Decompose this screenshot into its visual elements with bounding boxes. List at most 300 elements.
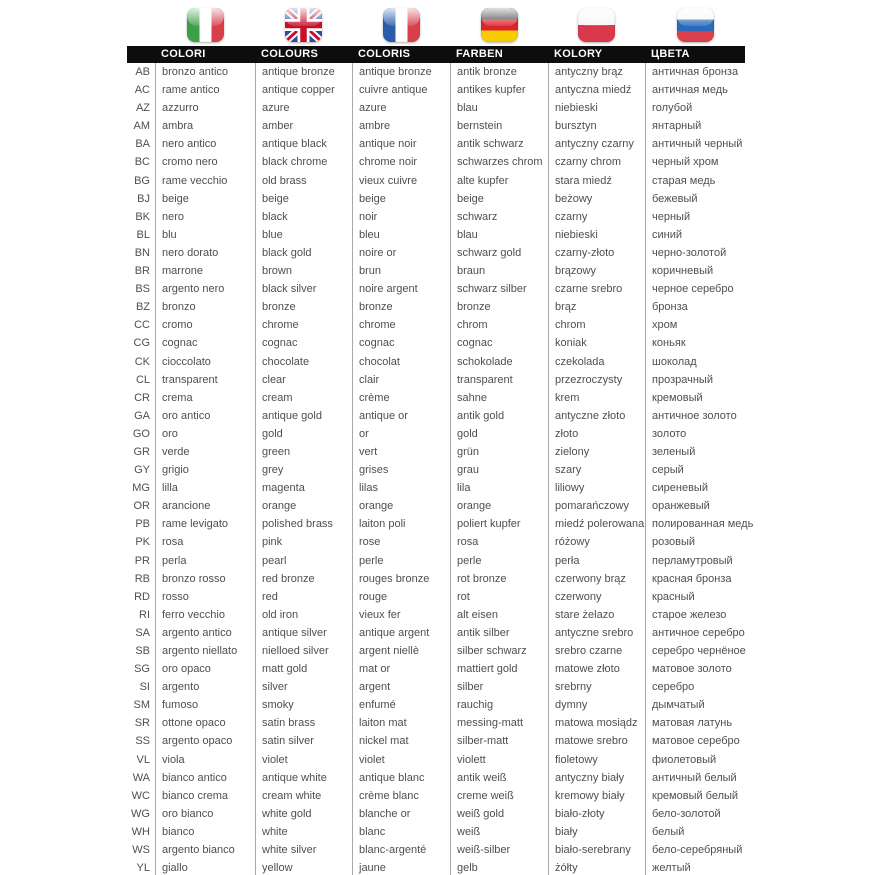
fr-translation-cell: nickel mat xyxy=(352,732,450,750)
de-translation-cell: messing-matt xyxy=(450,714,548,732)
code-cell: SA xyxy=(135,626,150,639)
de-translation-cell: rot bronze xyxy=(450,570,548,588)
ru-translation-cell: желтый xyxy=(645,859,745,875)
table-row xyxy=(127,443,745,461)
fr-translation-cell: mat or xyxy=(352,660,450,678)
pl-translation-cell: niebieski xyxy=(548,226,645,244)
en-translation-cell: bronze xyxy=(255,298,352,316)
code-cell: SS xyxy=(135,735,150,748)
pl-translation-cell: czerwony brąz xyxy=(548,570,645,588)
de-translation-cell: mattiert gold xyxy=(450,660,548,678)
code-cell: MG xyxy=(132,482,150,495)
de-translation-cell: alt eisen xyxy=(450,606,548,624)
pl-translation-cell: srebrny xyxy=(548,678,645,696)
table-row xyxy=(127,787,745,805)
pl-translation-cell: kremowy biały xyxy=(548,787,645,805)
it-translation-cell: ambra xyxy=(155,117,255,135)
table-row xyxy=(127,353,745,371)
it-translation-cell: oro antico xyxy=(155,407,255,425)
ru-translation-cell: голубой xyxy=(645,99,745,117)
it-translation-cell: perla xyxy=(155,552,255,570)
table-row xyxy=(127,624,745,642)
en-translation-cell: chocolate xyxy=(255,353,352,371)
flags-row xyxy=(127,8,745,44)
code-cell: WA xyxy=(132,771,150,784)
table-row xyxy=(127,371,745,389)
it-translation-cell: nero antico xyxy=(155,135,255,153)
table-row xyxy=(127,769,745,787)
ru-translation-cell: розовый xyxy=(645,533,745,551)
pl-translation-cell: biały xyxy=(548,823,645,841)
header-coloris: COLORIS xyxy=(358,48,411,60)
pl-translation-cell: beżowy xyxy=(548,190,645,208)
en-translation-cell: clear xyxy=(255,371,352,389)
fr-translation-cell: antique or xyxy=(352,407,450,425)
table-row xyxy=(127,208,745,226)
italy-flag-icon xyxy=(187,8,224,42)
it-translation-cell: argento xyxy=(155,678,255,696)
ru-translation-cell: коньяк xyxy=(645,334,745,352)
pl-translation-cell: koniak xyxy=(548,334,645,352)
pl-translation-cell: szary xyxy=(548,461,645,479)
it-translation-cell: cognac xyxy=(155,334,255,352)
de-translation-cell: orange xyxy=(450,497,548,515)
en-translation-cell: orange xyxy=(255,497,352,515)
fr-translation-cell: clair xyxy=(352,371,450,389)
de-translation-cell: schokolade xyxy=(450,353,548,371)
de-translation-cell: silber-matt xyxy=(450,732,548,750)
table-row xyxy=(127,117,745,135)
pl-translation-cell: liliowy xyxy=(548,479,645,497)
de-translation-cell: schwarzes chrom xyxy=(450,153,548,171)
it-translation-cell: oro bianco xyxy=(155,805,255,823)
de-translation-cell: antik silber xyxy=(450,624,548,642)
it-translation-cell: bianco crema xyxy=(155,787,255,805)
ru-translation-cell: оранжевый xyxy=(645,497,745,515)
it-translation-cell: ottone opaco xyxy=(155,714,255,732)
it-translation-cell: grigio xyxy=(155,461,255,479)
it-translation-cell: verde xyxy=(155,443,255,461)
pl-translation-cell: antyczne srebro xyxy=(548,624,645,642)
table-row xyxy=(127,678,745,696)
code-cell: AZ xyxy=(135,102,150,115)
code-cell: CL xyxy=(135,373,150,386)
pl-translation-cell: bursztyn xyxy=(548,117,645,135)
en-translation-cell: antique bronze xyxy=(255,63,352,81)
ru-translation-cell: античная медь xyxy=(645,81,745,99)
pl-translation-cell: antyczny brąz xyxy=(548,63,645,81)
table-row xyxy=(127,841,745,859)
pl-translation-cell: perła xyxy=(548,552,645,570)
it-translation-cell: rosa xyxy=(155,533,255,551)
de-translation-cell: weiß-silber xyxy=(450,841,548,859)
en-translation-cell: white silver xyxy=(255,841,352,859)
poland-flag-icon xyxy=(578,8,615,42)
fr-translation-cell: cognac xyxy=(352,334,450,352)
de-translation-cell: poliert kupfer xyxy=(450,515,548,533)
table-row xyxy=(127,81,745,99)
code-cell: GO xyxy=(132,427,150,440)
fr-translation-cell: chocolat xyxy=(352,353,450,371)
ru-translation-cell: черное серебро xyxy=(645,280,745,298)
en-translation-cell: satin silver xyxy=(255,732,352,750)
ru-translation-cell: хром xyxy=(645,316,745,334)
pl-translation-cell: brązowy xyxy=(548,262,645,280)
en-translation-cell: old iron xyxy=(255,606,352,624)
en-translation-cell: black silver xyxy=(255,280,352,298)
code-cell: GA xyxy=(134,409,150,422)
ru-translation-cell: полированная медь xyxy=(645,515,745,533)
it-translation-cell: fumoso xyxy=(155,696,255,714)
ru-translation-cell: бежевый xyxy=(645,190,745,208)
pl-translation-cell: chrom xyxy=(548,316,645,334)
fr-translation-cell: antique noir xyxy=(352,135,450,153)
de-translation-cell: blau xyxy=(450,226,548,244)
ru-translation-cell: янтарный xyxy=(645,117,745,135)
fr-translation-cell: vert xyxy=(352,443,450,461)
ru-translation-cell: сиреневый xyxy=(645,479,745,497)
fr-translation-cell: brun xyxy=(352,262,450,280)
table-row xyxy=(127,425,745,443)
code-cell: PR xyxy=(134,554,150,567)
pl-translation-cell: zielony xyxy=(548,443,645,461)
table-row xyxy=(127,153,745,171)
de-translation-cell: rosa xyxy=(450,533,548,551)
table-row xyxy=(127,389,745,407)
de-translation-cell: violett xyxy=(450,751,548,769)
fr-translation-cell: argent xyxy=(352,678,450,696)
it-translation-cell: lilla xyxy=(155,479,255,497)
header-cveta: ЦВЕТА xyxy=(651,48,690,60)
de-translation-cell: rot xyxy=(450,588,548,606)
code-cell: PK xyxy=(135,536,150,549)
en-translation-cell: brown xyxy=(255,262,352,280)
en-translation-cell: smoky xyxy=(255,696,352,714)
it-translation-cell: rame vecchio xyxy=(155,172,255,190)
de-translation-cell: antik schwarz xyxy=(450,135,548,153)
code-cell: WC xyxy=(131,789,150,802)
code-cell: GY xyxy=(134,464,150,477)
it-translation-cell: beige xyxy=(155,190,255,208)
table-row xyxy=(127,732,745,750)
it-translation-cell: bronzo antico xyxy=(155,63,255,81)
pl-translation-cell: czarny chrom xyxy=(548,153,645,171)
pl-translation-cell: biało-serebrany xyxy=(548,841,645,859)
it-translation-cell: nero xyxy=(155,208,255,226)
it-translation-cell: argento antico xyxy=(155,624,255,642)
fr-translation-cell: enfumé xyxy=(352,696,450,714)
ru-translation-cell: античная бронза xyxy=(645,63,745,81)
en-translation-cell: azure xyxy=(255,99,352,117)
code-cell: YL xyxy=(136,862,150,875)
table-row xyxy=(127,570,745,588)
code-cell: WS xyxy=(132,844,150,857)
ru-translation-cell: серебро xyxy=(645,678,745,696)
it-translation-cell: bianco xyxy=(155,823,255,841)
ru-translation-cell: серый xyxy=(645,461,745,479)
ru-translation-cell: античное золото xyxy=(645,407,745,425)
en-translation-cell: magenta xyxy=(255,479,352,497)
code-cell: VL xyxy=(136,753,150,766)
en-translation-cell: yellow xyxy=(255,859,352,875)
ru-translation-cell: перламутровый xyxy=(645,552,745,570)
color-table-sheet xyxy=(127,8,754,875)
table-row xyxy=(127,823,745,841)
en-translation-cell: black gold xyxy=(255,244,352,262)
fr-translation-cell: blanc-argenté xyxy=(352,841,450,859)
pl-translation-cell: przezroczysty xyxy=(548,371,645,389)
en-translation-cell: black chrome xyxy=(255,153,352,171)
pl-translation-cell: antyczna miedź xyxy=(548,81,645,99)
table-row xyxy=(127,859,745,875)
it-translation-cell: viola xyxy=(155,751,255,769)
ru-translation-cell: античный черный xyxy=(645,135,745,153)
ru-translation-cell: матовая латунь xyxy=(645,714,745,732)
it-translation-cell: oro xyxy=(155,425,255,443)
pl-translation-cell: pomarańczowy xyxy=(548,497,645,515)
ru-translation-cell: зеленый xyxy=(645,443,745,461)
de-translation-cell: sahne xyxy=(450,389,548,407)
table-row xyxy=(127,479,745,497)
code-cell: CG xyxy=(133,337,150,350)
ru-translation-cell: дымчатый xyxy=(645,696,745,714)
de-translation-cell: creme weiß xyxy=(450,787,548,805)
ru-translation-cell: бело-золотой xyxy=(645,805,745,823)
fr-translation-cell: rouge xyxy=(352,588,450,606)
en-translation-cell: blue xyxy=(255,226,352,244)
it-translation-cell: cioccolato xyxy=(155,353,255,371)
de-translation-cell: lila xyxy=(450,479,548,497)
de-translation-cell: perle xyxy=(450,552,548,570)
code-cell: SI xyxy=(139,681,150,694)
code-cell: CC xyxy=(134,319,150,332)
fr-translation-cell: ambre xyxy=(352,117,450,135)
pl-translation-cell: niebieski xyxy=(548,99,645,117)
it-translation-cell: argento bianco xyxy=(155,841,255,859)
en-translation-cell: antique silver xyxy=(255,624,352,642)
fr-translation-cell: vieux fer xyxy=(352,606,450,624)
pl-translation-cell: matowe złoto xyxy=(548,660,645,678)
code-cell: GR xyxy=(133,445,150,458)
pl-translation-cell: miedź polerowana xyxy=(548,515,645,533)
code-cell: BZ xyxy=(135,301,150,314)
ru-translation-cell: старая медь xyxy=(645,172,745,190)
code-cell: SG xyxy=(134,663,150,676)
fr-translation-cell: beige xyxy=(352,190,450,208)
en-translation-cell: pearl xyxy=(255,552,352,570)
table-row xyxy=(127,298,745,316)
russia-flag-icon xyxy=(677,8,714,42)
fr-translation-cell: orange xyxy=(352,497,450,515)
ru-translation-cell: синий xyxy=(645,226,745,244)
table-row xyxy=(127,497,745,515)
en-translation-cell: nielloed silver xyxy=(255,642,352,660)
fr-translation-cell: chrome noir xyxy=(352,153,450,171)
pl-translation-cell: dymny xyxy=(548,696,645,714)
it-translation-cell: bronzo rosso xyxy=(155,570,255,588)
code-cell: OR xyxy=(133,500,150,513)
code-cell: BR xyxy=(134,265,150,278)
en-translation-cell: cream white xyxy=(255,787,352,805)
it-translation-cell: crema xyxy=(155,389,255,407)
pl-translation-cell: czarny xyxy=(548,208,645,226)
de-translation-cell: alte kupfer xyxy=(450,172,548,190)
it-translation-cell: rame antico xyxy=(155,81,255,99)
ru-translation-cell: кремовый xyxy=(645,389,745,407)
code-cell: RI xyxy=(139,608,150,621)
ru-translation-cell: старое железо xyxy=(645,606,745,624)
pl-translation-cell: czarny-złoto xyxy=(548,244,645,262)
fr-translation-cell: laiton mat xyxy=(352,714,450,732)
fr-translation-cell: or xyxy=(352,425,450,443)
fr-translation-cell: bleu xyxy=(352,226,450,244)
it-translation-cell: bronzo xyxy=(155,298,255,316)
fr-translation-cell: perle xyxy=(352,552,450,570)
fr-translation-cell: crème blanc xyxy=(352,787,450,805)
de-translation-cell: schwarz gold xyxy=(450,244,548,262)
code-cell: CR xyxy=(134,391,150,404)
table-row xyxy=(127,226,745,244)
en-translation-cell: red bronze xyxy=(255,570,352,588)
it-translation-cell: transparent xyxy=(155,371,255,389)
fr-translation-cell: noire argent xyxy=(352,280,450,298)
fr-translation-cell: laiton poli xyxy=(352,515,450,533)
it-translation-cell: argento nero xyxy=(155,280,255,298)
table-row xyxy=(127,606,745,624)
code-cell: AB xyxy=(135,66,150,78)
de-translation-cell: bernstein xyxy=(450,117,548,135)
it-translation-cell: marrone xyxy=(155,262,255,280)
color-table-body xyxy=(127,63,754,875)
table-row xyxy=(127,751,745,769)
de-translation-cell: antikes kupfer xyxy=(450,81,548,99)
table-row xyxy=(127,533,745,551)
ru-translation-cell: античный белый xyxy=(645,769,745,787)
de-translation-cell: braun xyxy=(450,262,548,280)
en-translation-cell: black xyxy=(255,208,352,226)
en-translation-cell: matt gold xyxy=(255,660,352,678)
table-row xyxy=(127,461,745,479)
fr-translation-cell: azure xyxy=(352,99,450,117)
table-row xyxy=(127,552,745,570)
ru-translation-cell: античное серебро xyxy=(645,624,745,642)
fr-translation-cell: jaune xyxy=(352,859,450,875)
fr-translation-cell: crème xyxy=(352,389,450,407)
ru-translation-cell: коричневый xyxy=(645,262,745,280)
de-translation-cell: silber schwarz xyxy=(450,642,548,660)
de-translation-cell: silber xyxy=(450,678,548,696)
table-row xyxy=(127,190,745,208)
fr-translation-cell: antique blanc xyxy=(352,769,450,787)
ru-translation-cell: золото xyxy=(645,425,745,443)
fr-translation-cell: grises xyxy=(352,461,450,479)
table-row xyxy=(127,696,745,714)
table-row xyxy=(127,515,754,533)
pl-translation-cell: fioletowy xyxy=(548,751,645,769)
ru-translation-cell: красный xyxy=(645,588,745,606)
en-translation-cell: red xyxy=(255,588,352,606)
de-translation-cell: cognac xyxy=(450,334,548,352)
en-translation-cell: gold xyxy=(255,425,352,443)
fr-translation-cell: rouges bronze xyxy=(352,570,450,588)
table-row xyxy=(127,714,745,732)
pl-translation-cell: brąz xyxy=(548,298,645,316)
fr-translation-cell: blanche or xyxy=(352,805,450,823)
code-cell: BA xyxy=(135,138,150,151)
code-cell: SM xyxy=(133,699,150,712)
de-translation-cell: weiß gold xyxy=(450,805,548,823)
code-cell: BK xyxy=(135,210,150,223)
pl-translation-cell: antyczny czarny xyxy=(548,135,645,153)
code-cell: BS xyxy=(135,283,150,296)
table-row xyxy=(127,63,745,81)
en-translation-cell: amber xyxy=(255,117,352,135)
en-translation-cell: violet xyxy=(255,751,352,769)
ru-translation-cell: матовое золото xyxy=(645,660,745,678)
fr-translation-cell: chrome xyxy=(352,316,450,334)
code-cell: RD xyxy=(134,590,150,603)
de-translation-cell: gelb xyxy=(450,859,548,875)
it-translation-cell: cromo nero xyxy=(155,153,255,171)
en-translation-cell: antique gold xyxy=(255,407,352,425)
table-row xyxy=(127,334,745,352)
pl-translation-cell: czekolada xyxy=(548,353,645,371)
it-translation-cell: bianco antico xyxy=(155,769,255,787)
table-row xyxy=(127,642,745,660)
de-translation-cell: grau xyxy=(450,461,548,479)
de-translation-cell: antik weiß xyxy=(450,769,548,787)
ru-translation-cell: кремовый белый xyxy=(645,787,745,805)
en-translation-cell: silver xyxy=(255,678,352,696)
fr-translation-cell: violet xyxy=(352,751,450,769)
pl-translation-cell: antyczne złoto xyxy=(548,407,645,425)
code-cell: PB xyxy=(135,518,150,531)
it-translation-cell: blu xyxy=(155,226,255,244)
table-row xyxy=(127,280,745,298)
de-translation-cell: bronze xyxy=(450,298,548,316)
ru-translation-cell: матовое серебро xyxy=(645,732,745,750)
it-translation-cell: nero dorato xyxy=(155,244,255,262)
de-translation-cell: antik gold xyxy=(450,407,548,425)
de-translation-cell: antik bronze xyxy=(450,63,548,81)
code-cell: AC xyxy=(134,84,150,97)
germany-flag-icon xyxy=(481,8,518,42)
en-translation-cell: chrome xyxy=(255,316,352,334)
fr-translation-cell: lilas xyxy=(352,479,450,497)
code-cell: RB xyxy=(134,572,150,585)
united-kingdom-flag-icon xyxy=(285,8,322,42)
it-translation-cell: giallo xyxy=(155,859,255,875)
ru-translation-cell: бронза xyxy=(645,298,745,316)
table-row xyxy=(127,262,745,280)
code-cell: BG xyxy=(134,174,150,187)
pl-translation-cell: różowy xyxy=(548,533,645,551)
fr-translation-cell: blanc xyxy=(352,823,450,841)
fr-translation-cell: bronze xyxy=(352,298,450,316)
header-colori: COLORI xyxy=(161,48,206,60)
en-translation-cell: cream xyxy=(255,389,352,407)
pl-translation-cell: matowa mosiądz xyxy=(548,714,645,732)
it-translation-cell: azzurro xyxy=(155,99,255,117)
en-translation-cell: old brass xyxy=(255,172,352,190)
pl-translation-cell: stare żelazo xyxy=(548,606,645,624)
de-translation-cell: weiß xyxy=(450,823,548,841)
de-translation-cell: blau xyxy=(450,99,548,117)
code-cell: CK xyxy=(134,355,150,368)
pl-translation-cell: złoto xyxy=(548,425,645,443)
de-translation-cell: gold xyxy=(450,425,548,443)
en-translation-cell: antique black xyxy=(255,135,352,153)
